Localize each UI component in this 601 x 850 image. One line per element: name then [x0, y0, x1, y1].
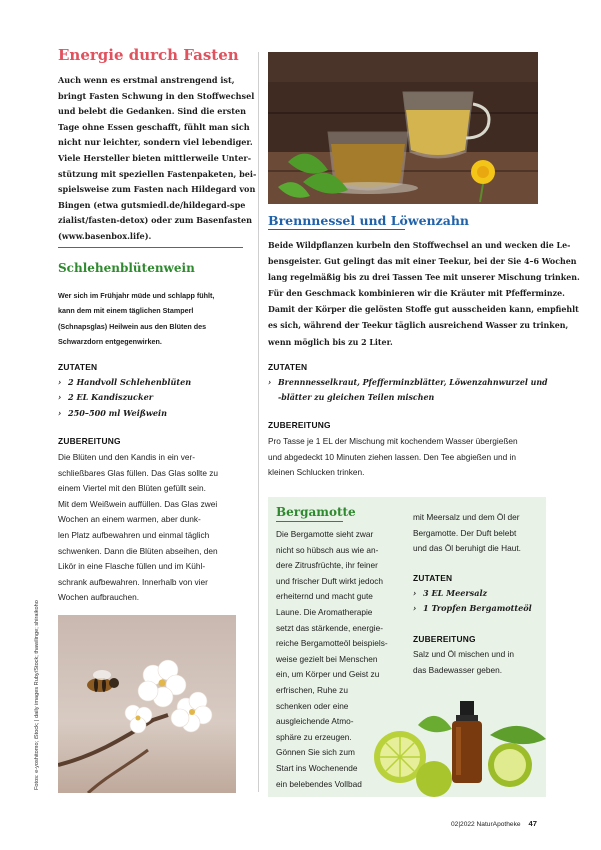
- text-line: und belebt die Gedanken. Sind die ersten: [58, 106, 247, 117]
- text-line: kann dem mit einem täglichen Stamperl: [58, 306, 194, 316]
- text-line: ein belebendes Vollbad: [276, 778, 362, 789]
- text-line: das Badewasser geben.: [413, 664, 503, 675]
- text-line: bensgeister. Gut gelingt das mit einer Teekur, bei der Sie 4–6 Wochen: [268, 257, 577, 267]
- text-line: len Platz aufbewahren und einmal täglich: [58, 529, 210, 540]
- list-item: › 2 EL Kandiszucker: [58, 392, 154, 403]
- blossom-bee-photo: [58, 615, 236, 793]
- text-line: Laune. Die Aromatherapie: [276, 606, 373, 617]
- text-line: zialist/fasten-detox) oder zum Basenfasten: [58, 215, 253, 226]
- photo-credit: Fotos: e-yoshitomo; iStock; | daily images Ruby/Stock; thawilinge; shiraikoho: [34, 600, 40, 790]
- text-line: Bingen (etwa gutsmiedl.de/hildegard-spe: [58, 199, 246, 210]
- text-line: nicht nur leichter, sondern viel lebendiger.: [58, 137, 253, 148]
- text-line: Tage ohne Essen geschafft, fühlt man sich: [58, 121, 250, 132]
- issue-label: 02|2022 NaturApotheke: [451, 821, 521, 828]
- text-line: Damit der Körper die gelösten Stoffe gut ausscheiden kann, empfiehlt: [268, 305, 579, 315]
- text-line: und das Öl beruhigt die Haut.: [413, 543, 521, 554]
- column-divider: [258, 52, 259, 792]
- text-line: Wer sich im Frühjahr müde und schlapp fühlt,: [58, 291, 215, 300]
- text-line: dere Zitrusfrüchte, ihr feiner: [276, 560, 378, 571]
- text-line: Pro Tasse je 1 EL der Mischung mit kochendem Wasser übergießen: [268, 436, 518, 446]
- text-line: Schwarzdorn entgegenwirken.: [58, 336, 162, 346]
- text-line: Wochen an einem warmen, aber dunk-: [58, 514, 201, 525]
- tea-photo: [268, 52, 538, 204]
- list-item: › 1 Tropfen Bergamotteöl: [413, 603, 532, 614]
- list-item: › 3 EL Meersalz: [413, 588, 488, 598]
- text-line: (Schnapsglas) Heilwein aus den Blüten des: [58, 321, 207, 331]
- text-line: erfrischen, Ruhe zu: [276, 684, 348, 695]
- bergamotte-zubereitung: [413, 647, 514, 678]
- brennnessel-zutaten: › Brennnesselkraut, Pfefferminzblätter, Löwenzahnwurzel und -blätter zu gleichen Teilen mischen: [268, 378, 548, 403]
- page-footer: [451, 819, 537, 828]
- text-line: Salz und Öl mischen und in: [413, 649, 515, 659]
- brennnessel-zutaten-label: ZUTATEN: [268, 362, 308, 372]
- text-line: Viele Hersteller bieten mittlerweile Unter-: [58, 152, 252, 163]
- text-line: und abgedeckt 10 Minuten ziehen lassen. Den Tee abgießen und in: [268, 451, 517, 462]
- text-line: erheiternd und macht gute: [276, 591, 373, 602]
- text-line: Likör in eine Flasche füllen und im Kühl-: [58, 561, 206, 572]
- schlehe-intro: [58, 288, 214, 349]
- text-line: mit Meersalz und dem Öl der: [413, 512, 520, 522]
- text-line: reiche Bergamotteöl beispiels-: [276, 638, 388, 649]
- text-line: Für den Geschmack kombinieren wir die Kräuter mit Pfefferminze.: [268, 289, 565, 299]
- list-item: › 250–500 ml Weißwein: [58, 407, 167, 418]
- text-line: ein, um Körper und Geist zu: [276, 669, 380, 680]
- text-line: (www.basenbox.life).: [58, 230, 152, 241]
- text-line: nicht so hübsch aus wie an-: [276, 544, 379, 555]
- section-divider: [58, 247, 243, 248]
- bergamot-fruit-icon: [374, 731, 452, 797]
- bergamotte-paragraph-cont: [413, 510, 521, 557]
- text-line: bringt Fasten Schwung in den Stoffwechsel: [58, 90, 255, 101]
- text-line: Die Blüten und den Kandis in ein ver-: [58, 452, 195, 462]
- bergamotte-zutaten-list: [413, 586, 532, 617]
- text-line: lang regelmäßig bis zu drei Tassen Tee mit unserer Mischung trinken.: [268, 273, 580, 283]
- text-line: Bergamotte. Der Duft belebt: [413, 527, 517, 538]
- page-number: 47: [528, 819, 537, 828]
- text-line: sphäre zu erzeugen.: [276, 731, 352, 742]
- oil-bottle-icon: [452, 701, 482, 783]
- list-item: › 2 Handvoll Schlehenblüten: [58, 377, 192, 387]
- text-line: Mit dem Weißwein auffüllen. Das Glas zwei: [58, 498, 218, 509]
- text-line: schwenken. Dann die Blüten abseihen, den: [58, 545, 218, 556]
- schlehe-zutaten-list: [58, 375, 191, 421]
- schlehe-zubereitung-label: ZUBEREITUNG: [58, 436, 121, 446]
- energie-title: Energie durch Fasten: [58, 46, 239, 64]
- bergamot-oil-photo: [370, 695, 546, 797]
- brennnessel-zubereitung: [268, 434, 518, 481]
- text-line: Start ins Wochenende: [276, 762, 358, 773]
- text-line: einem Viertel mit den Blüten gefüllt sein.: [58, 483, 206, 494]
- text-line: Auch wenn es erstmal anstrengend ist,: [58, 75, 235, 85]
- text-line: kleinen Schlucken trinken.: [268, 467, 365, 478]
- schlehe-zutaten-label: ZUTATEN: [58, 362, 98, 372]
- text-line: wenn möglich bis zu 2 Liter.: [268, 337, 393, 347]
- text-line: Die Bergamotte sieht zwar: [276, 529, 374, 539]
- text-line: Gönnen Sie sich zum: [276, 747, 355, 758]
- text-line: weise gezielt bei Menschen: [276, 653, 378, 664]
- bergamotte-zubereitung-label: ZUBEREITUNG: [413, 634, 476, 644]
- text-line: schrank aufbewahren. Innerhalb von vier: [58, 576, 208, 587]
- text-line: schenken oder eine: [276, 700, 349, 711]
- brennnessel-paragraph: [268, 238, 580, 351]
- schlehe-title: Schlehenblütenwein: [58, 261, 195, 275]
- text-line: schließbares Glas füllen. Das Glas sollte zu: [58, 467, 219, 478]
- text-line: und frischer Duft wirkt jedoch: [276, 575, 383, 586]
- text-line: stützung mit speziellen Fastenpaketen, bei-: [58, 168, 257, 179]
- text-line: setzt das stärkende, energie-: [276, 622, 383, 633]
- text-line: es sich, während der Teekur täglich ausreichend Wasser zu trinken,: [268, 321, 569, 331]
- text-line: spielsweise zum Fasten nach Hildegard von: [58, 184, 256, 195]
- title-underline: [268, 229, 405, 230]
- bergamotte-title: Bergamotte: [276, 505, 356, 519]
- text-line: Wochen aufbrauchen.: [58, 592, 140, 603]
- brennnessel-title: Brennnessel und Löwenzahn: [268, 213, 470, 228]
- schlehe-zubereitung: [58, 450, 218, 606]
- bergamotte-zutaten-label: ZUTATEN: [413, 573, 453, 583]
- energie-paragraph: [58, 73, 257, 245]
- text-line: Beide Wildpflanzen kurbeln den Stoffwechsel an und wecken die Le-: [268, 241, 571, 250]
- text-line: ausgleichende Atmo-: [276, 716, 354, 727]
- brennnessel-zubereitung-label: ZUBEREITUNG: [268, 420, 331, 430]
- title-underline: [276, 521, 343, 522]
